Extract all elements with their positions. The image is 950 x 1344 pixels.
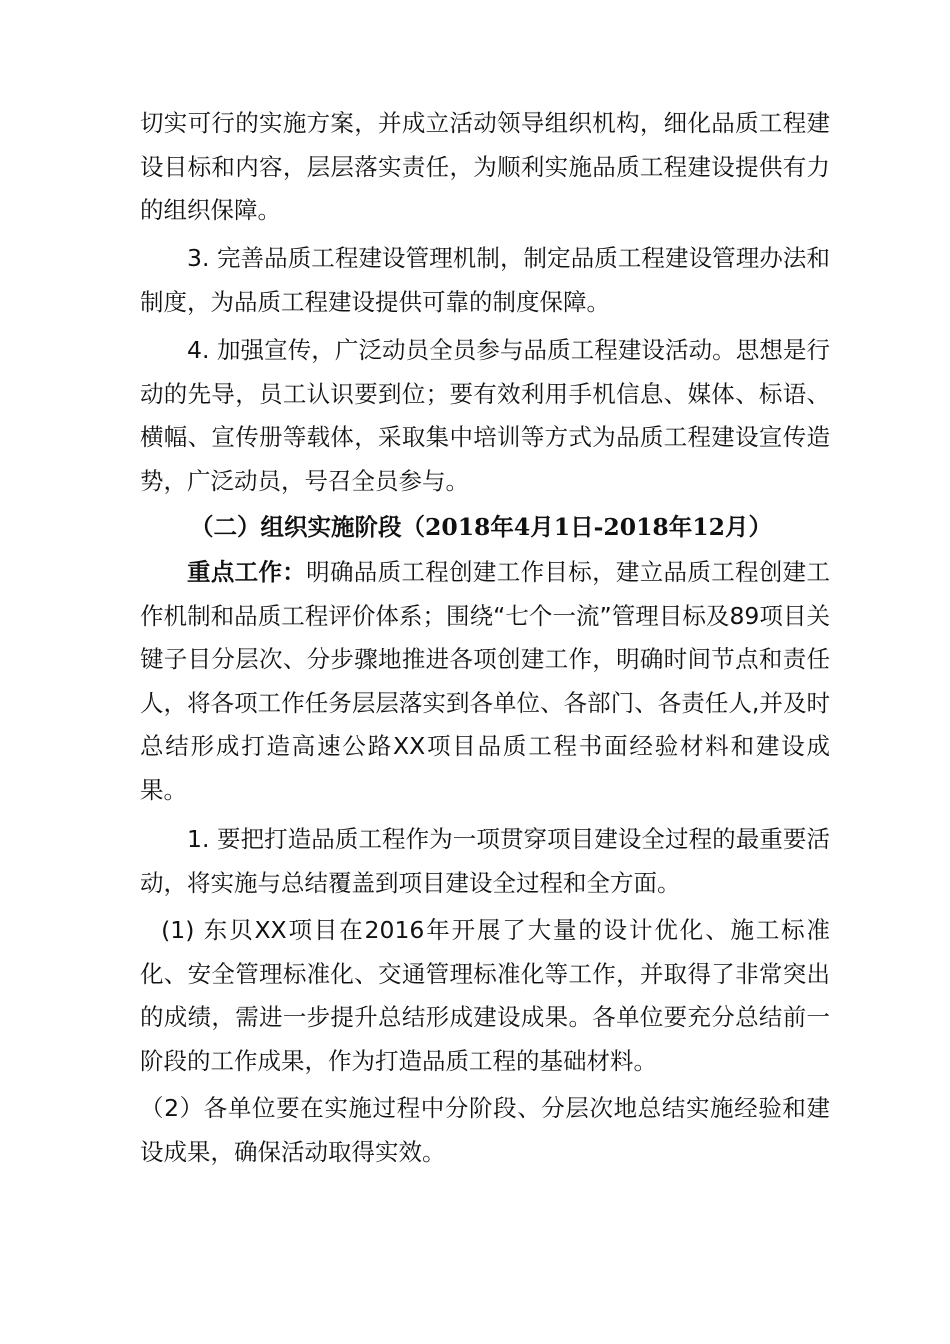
paragraph-publicity: 4. 加强宣传，广泛动员全员参与品质工程建设活动。思想是行动的先导，员工认识要到位；要有效利用手机信息、媒体、标语、横幅、宣传册等载体，采取集中培训等方式为品质工程建设宣传造势，广泛动员，号召全员参与。 <box>140 336 830 495</box>
paragraph-item-2: （2）各单位要在实施过程中分阶段、分层次地总结实施经验和建设成果，确保活动取得实效。 <box>140 1094 830 1166</box>
paragraph-mechanism: 3. 完善品质工程建设管理机制，制定品质工程建设管理办法和制度，为品质工程建设提供可靠的制度保障。 <box>140 244 830 316</box>
key-work-label: 重点工作： <box>187 558 307 586</box>
paragraph-key-work <box>140 551 830 813</box>
paragraph-item-1: (1) 东贝XX项目在2016年开展了大量的设计优化、施工标准化、安全管理标准化、交通管理标准化等工作，并取得了非常突出的成绩，需进一步提升总结形成建设成果。各单位要充分总结前一阶段的工作成果，作为打造品质工程的基础材料。 <box>140 916 830 1075</box>
paragraph-org-guarantee: 切实可行的实施方案，并成立活动领导组织机构，细化品质工程建设目标和内容，层层落实责任，为顺利实施品质工程建设提供有力的组织保障。 <box>140 109 830 225</box>
section-heading: （二）组织实施阶段（2018年4月1日-2018年12月） <box>190 513 772 541</box>
paragraph-full-process: 1. 要把打造品质工程作为一项贯穿项目建设全过程的最重要活动，将实施与总结覆盖到项目建设全过程和全方面。 <box>140 825 830 897</box>
key-work-text: 明确品质工程创建工作目标，建立品质工程创建工作机制和品质工程评价体系；围绕“七个一流”管理目标及89项目关键子目分层次、分步骤地推进各项创建工作，明确时间节点和责任人，将各项工作任务层层落实到各单位、各部门、各责任人,并及时总结形成打造高速公路XX项目品质工程书面经验材料和建设成果。 <box>140 558 831 804</box>
